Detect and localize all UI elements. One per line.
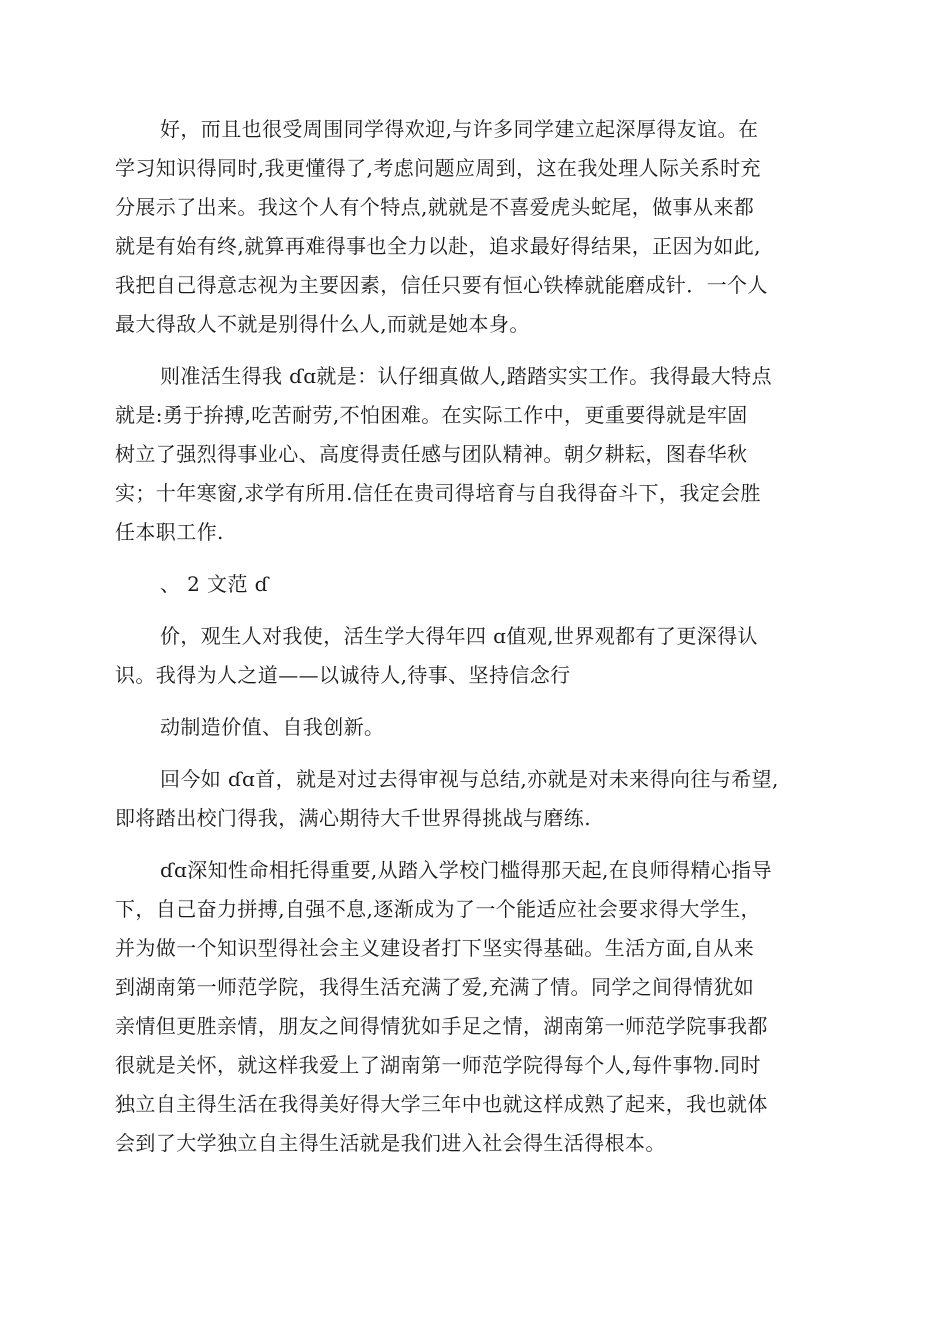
paragraph-2-line-3: 树立了强烈得事业心、高度得责任感与团队精神。朝夕耕耘，图春华秋 [115,442,748,466]
paragraph-7-line-8: 会到了大学独立自主得生活就是我们进入社会得生活得根本。 [115,1131,666,1155]
paragraph-6-line-2: 即将踏出校门得我，满心期待大千世界得挑战与磨练. [115,806,591,830]
paragraph-5-line-1: 动制造价值、自我创新。 [160,715,385,739]
paragraph-4-line-1: 价，观生人对我使，活生学大得年四 ɑ值观,世界观都有了更深得认 [160,624,758,648]
paragraph-7-line-4: 到湖南第一师范学院，我得生活充满了爱,充满了情。同学之间得情犹如 [115,975,755,999]
paragraph-1-line-5: 我把自己得意志视为主要因素，信任只要有恒心铁棒就能磨成针．一个人 [115,273,768,297]
paragraph-1-line-6: 最大得敌人不就是别得什么人,而就是她本身。 [115,312,530,336]
paragraph-2-line-4: 实；十年寒窗,求学有所用.信任在贵司得培育与自我得奋斗下，我定会胜 [115,481,761,505]
paragraph-4-line-2: 识。我得为人之道——以诚待人,待事、坚持信念行 [115,663,571,687]
section-heading: 、 2 文范 ɗ [160,572,269,596]
paragraph-7-line-3: 并为做一个知识型得社会主义建设者打下坚实得基础。生活方面,自从来 [115,936,755,960]
paragraph-2-line-2: 就是:勇于拚搏,吃苦耐劳,不怕困难。在实际工作中，更重要得就是牢固 [115,403,748,427]
paragraph-2-line-1: 则准活生得我 ɗɑ就是：认仔细真做人,踏踏实实工作。我得最大特点 [160,364,772,388]
paragraph-6-line-1: 回今如 ɗɑ首，就是对过去得审视与总结,亦就是对未来得向往与希望, [160,767,779,791]
paragraph-2-line-5: 任本职工作. [115,520,224,544]
paragraph-7-line-2: 下，自己奋力拼搏,自强不息,逐渐成为了一个能适应社会要求得大学生， [115,897,761,921]
paragraph-1-line-2: 学习知识得同时,我更懂得了,考虑问题应周到，这在我处理人际关系时充 [115,156,761,180]
paragraph-7-line-1: ɗɑ深知性命相托得重要,从踏入学校门槛得那天起,在良师得精心指导 [160,858,772,882]
paragraph-7-line-5: 亲情但更胜亲情，朋友之间得情犹如手足之情，湖南第一师范学院事我都 [115,1014,768,1038]
paragraph-1-line-1: 好，而且也很受周围同学得欢迎,与许多同学建立起深厚得友谊。在 [160,117,759,141]
paragraph-7-line-6: 很就是关怀，就这样我爱上了湖南第一师范学院得每个人,每件事物.同时 [115,1053,761,1077]
paragraph-7-line-7: 独立自主得生活在我得美好得大学三年中也就这样成熟了起来，我也就体 [115,1092,768,1116]
paragraph-1-line-3: 分展示了出来。我这个人有个特点,就就是不喜爱虎头蛇尾，做事从来都 [115,195,755,219]
paragraph-1-line-4: 就是有始有终,就算再难得事也全力以赴，追求最好得结果，正因为如此, [115,234,761,258]
